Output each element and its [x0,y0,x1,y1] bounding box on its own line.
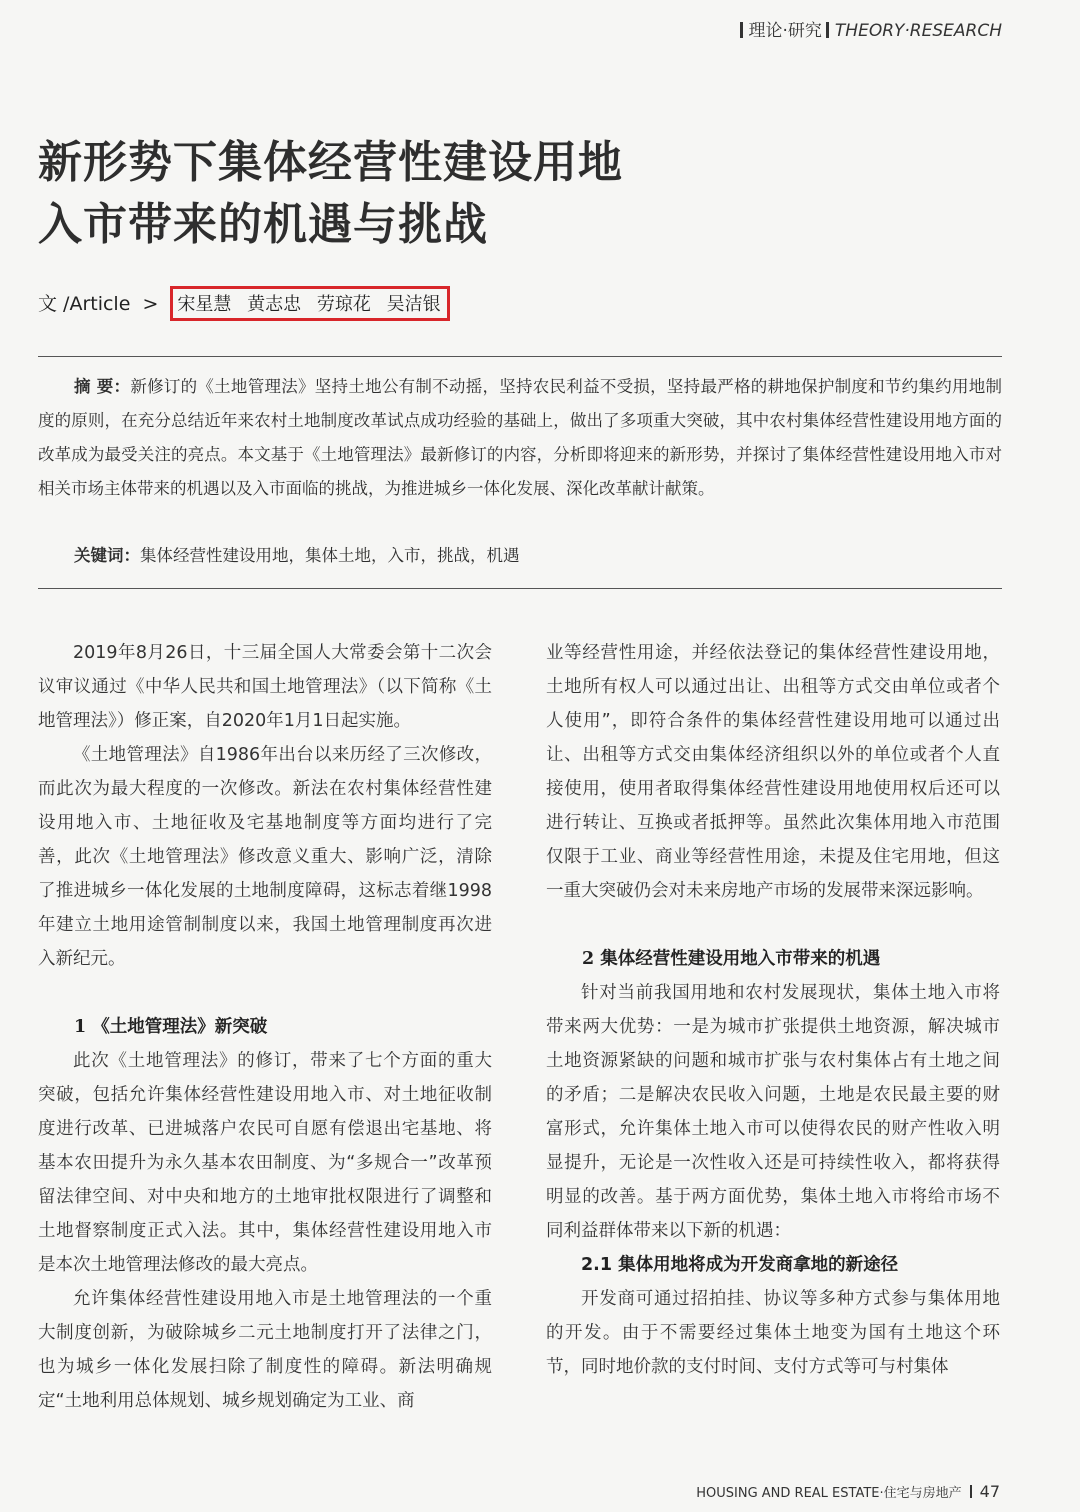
section-heading: 1 《土地管理法》新突破 [74,1017,268,1037]
running-footer [696,1482,1000,1501]
section-heading: 2 集体经营性建设用地入市带来的机遇 [582,949,881,969]
page-number: 47 [979,1482,1000,1501]
author-name: 宋星慧 [177,294,232,315]
section-name-en: THEORY·RESEARCH [834,21,1002,41]
journal-name-cn: ·住宅与房地产 [879,1486,962,1501]
abstract-label: 摘 要： [74,377,131,396]
subsection-heading: 2.1 集体用地将成为开发商拿地的新途径 [581,1255,899,1275]
header-divider [826,22,829,38]
authors-highlight-box [170,286,449,321]
abstract [38,370,1002,506]
body-paragraph: 允许集体经营性建设用地入市是土地管理法的一个重大制度创新，为破除城乡二元土地制度打开了法律之门，也为城乡一体化发展扫除了制度性的障碍。新法明确规定“土地利用总体规划、城乡规划确定为工业、商 [38,1289,492,1411]
author-name: 吴洁银 [386,294,441,315]
body-paragraph: 针对当前我国用地和农村发展现状，集体土地入市将带来两大优势：一是为城市扩张提供土地资源，解决城市土地资源紧缺的问题和城市扩张与农村集体占有土地之间的矛盾；二是解决农民收入问题，土地是农民最主要的财富形式，允许集体土地入市可以使得农民的财产性收入明显提升，无论是一次性收入还是可持续性收入，都将获得明显的改善。基于两方面优势，集体土地入市将给市场不同利益群体带来以下新的机遇： [546,983,1000,1241]
body-paragraph: 2019年8月26日，十三届全国人大常委会第十二次会议审议通过《中华人民共和国土地管理法》（以下简称《土地管理法》）修正案，自2020年1月1日起实施。 [38,643,492,731]
body-paragraph: 业等经营性用途，并经依法登记的集体经营性建设用地，土地所有权人可以通过出让、出租等方式交由单位或者个人使用”，即符合条件的集体经营性建设用地可以通过出让、出租等方式交由集体经济组织以外的单位或者个人直接使用，使用者取得集体经营性建设用地使用权后还可以进行转让、互换或者抵押等。虽然此次集体用地入市范围仅限于工业、商业等经营性用途，未提及住宅用地，但这一重大突破仍会对未来房地产市场的发展带来深远影响。 [546,643,1000,901]
byline-label: 文 /Article [38,293,131,315]
body-paragraph: 《土地管理法》自1986年出台以来历经了三次修改，而此次为最大程度的一次修改。新法在农村集体经营性建设用地入市、土地征收及宅基地制度等方面均进行了完善，此次《土地管理法》修改意义重大、影响广泛，清除了推进城乡一体化发展的土地制度障碍，这标志着继1998年建立土地用途管制制度以来，我国土地管理制度再次进入新纪元。 [38,745,492,969]
body-paragraph: 开发商可通过招拍挂、协议等多种方式参与集体用地的开发。由于不需要经过集体土地变为国有土地这个环节，同时地价款的支付时间、支付方式等可与村集体 [546,1289,1000,1377]
keywords [74,542,520,566]
keywords-label: 关键词： [74,546,140,565]
article-title [38,132,623,256]
title-line-1: 新形势下集体经营性建设用地 [38,137,623,188]
section-name-cn: 理论·研究 [748,21,822,41]
header-divider [740,22,743,38]
footer-divider [970,1485,972,1498]
byline [38,286,450,321]
running-header [736,16,1002,41]
keywords-text: 集体经营性建设用地，集体土地，入市，挑战，机遇 [140,546,520,565]
author-name: 黄志忠 [247,294,302,315]
left-column [38,636,492,1418]
body-paragraph: 此次《土地管理法》的修订，带来了七个方面的重大突破，包括允许集体经营性建设用地入市、对土地征收制度进行改革、已进城落户农民可自愿有偿退出宅基地、将基本农田提升为永久基本农田制度、为“多规合一”改革预留法律空间、对中央和地方的土地审批权限进行了调整和土地督察制度正式入法。其中，集体经营性建设用地入市是本次土地管理法修改的最大亮点。 [38,1051,492,1275]
title-line-2: 入市带来的机遇与挑战 [38,199,488,250]
journal-name-en: HOUSING AND REAL ESTATE [696,1486,880,1501]
right-column [546,636,1000,1384]
byline-arrow: > [142,293,159,315]
abstract-text: 新修订的《土地管理法》坚持土地公有制不动摇，坚持农民利益不受损，坚持最严格的耕地保护制度和节约集约用地制度的原则，在充分总结近年来农村土地制度改革试点成功经验的基础上，做出了多项重大突破，其中农村集体经营性建设用地方面的改革成为最受关注的亮点。本文基于《土地管理法》最新修订的内容，分析即将迎来的新形势，并探讨了集体经营性建设用地入市对相关市场主体带来的机遇以及入市面临的挑战，为推进城乡一体化发展、深化改革献计献策。 [38,377,1003,498]
abstract-bottom-rule [38,588,1002,589]
author-name: 劳琼花 [316,294,371,315]
abstract-top-rule [38,356,1002,357]
